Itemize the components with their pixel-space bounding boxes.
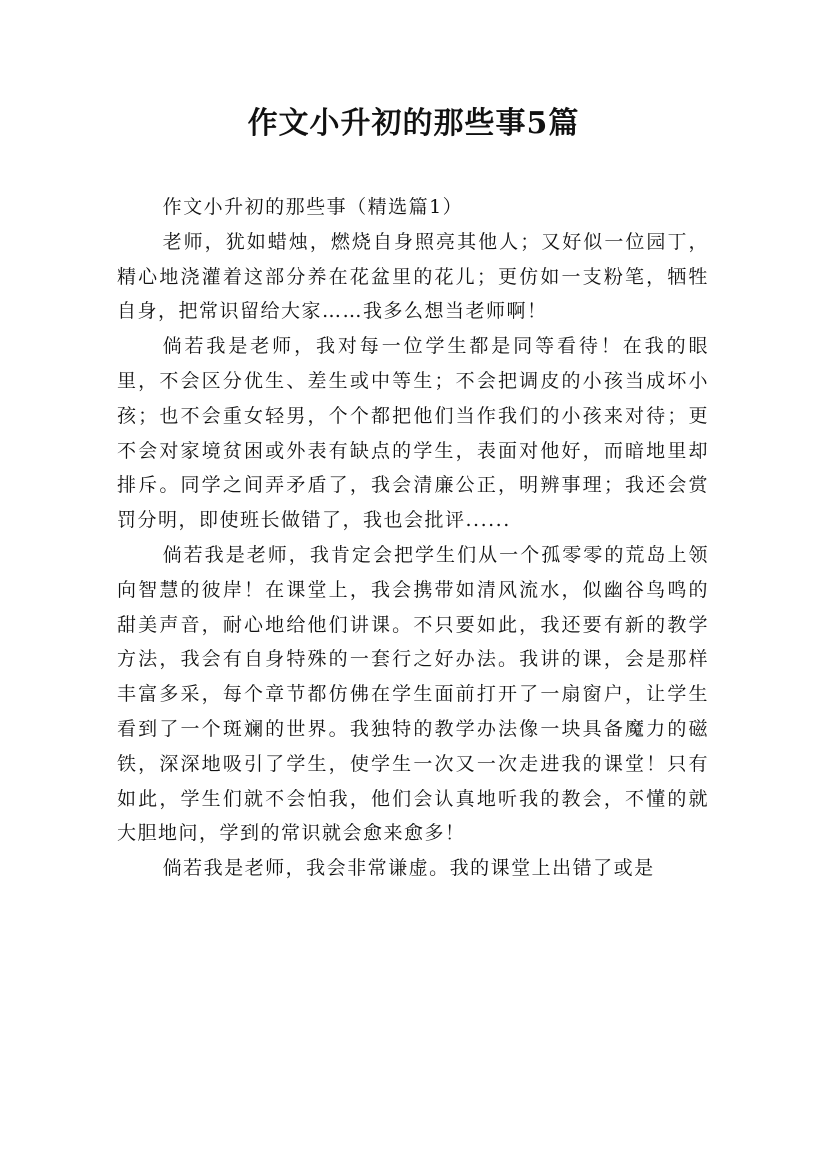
document-title: 作文小升初的那些事5篇 — [247, 106, 580, 141]
paragraph-3: 倘若我是老师，我肯定会把学生们从一个孤零零的荒岛上领向智慧的彼岸！在课堂上，我会携带如清风流水，似幽谷鸟鸣的甜美声音，耐心地给他们讲课。不只要如此，我还要有新的教学方法，我会有自身特殊的一套行之好办法。我讲的课，会是那样丰富多采，每个章节都仿佛在学生面前打开了一扇窗户，让学生看到了一个斑斓的世界。我独特的教学办法像一块具备魔力的磁铁，深深地吸引了学生，使学生一次又一次走进我的课堂！只有如此，学生们就不会怕我，他们会认真地听我的教会，不懂的就大胆地问，学到的常识就会愈来愈多！ — [117, 543, 709, 845]
document-body — [117, 190, 709, 886]
paragraph-1: 老师，犹如蜡烛，燃烧自身照亮其他人；又好似一位园丁，精心地浇灌着这部分养在花盆里的花儿；更仿如一支粉笔，牺牲自身，把常识留给大家……我多么想当老师啊！ — [117, 230, 709, 323]
paragraph-4: 倘若我是老师，我会非常谦虚。我的课堂上出错了或是 — [162, 857, 655, 880]
section-heading: 作文小升初的那些事（精选篇1） — [162, 196, 464, 218]
paragraph-2: 倘若我是老师，我对每一位学生都是同等看待！在我的眼里，不会区分优生、差生或中等生；不会把调皮的小孩当成坏小孩；也不会重女轻男，个个都把他们当作我们的小孩来对待；更不会对家境贫困或外表有缺点的学生，表面对他好，而暗地里却排斥。同学之间弄矛盾了，我会清廉公正，明辨事理；我还会赏罚分明，即使班长做错了，我也会批评...... — [117, 335, 709, 532]
